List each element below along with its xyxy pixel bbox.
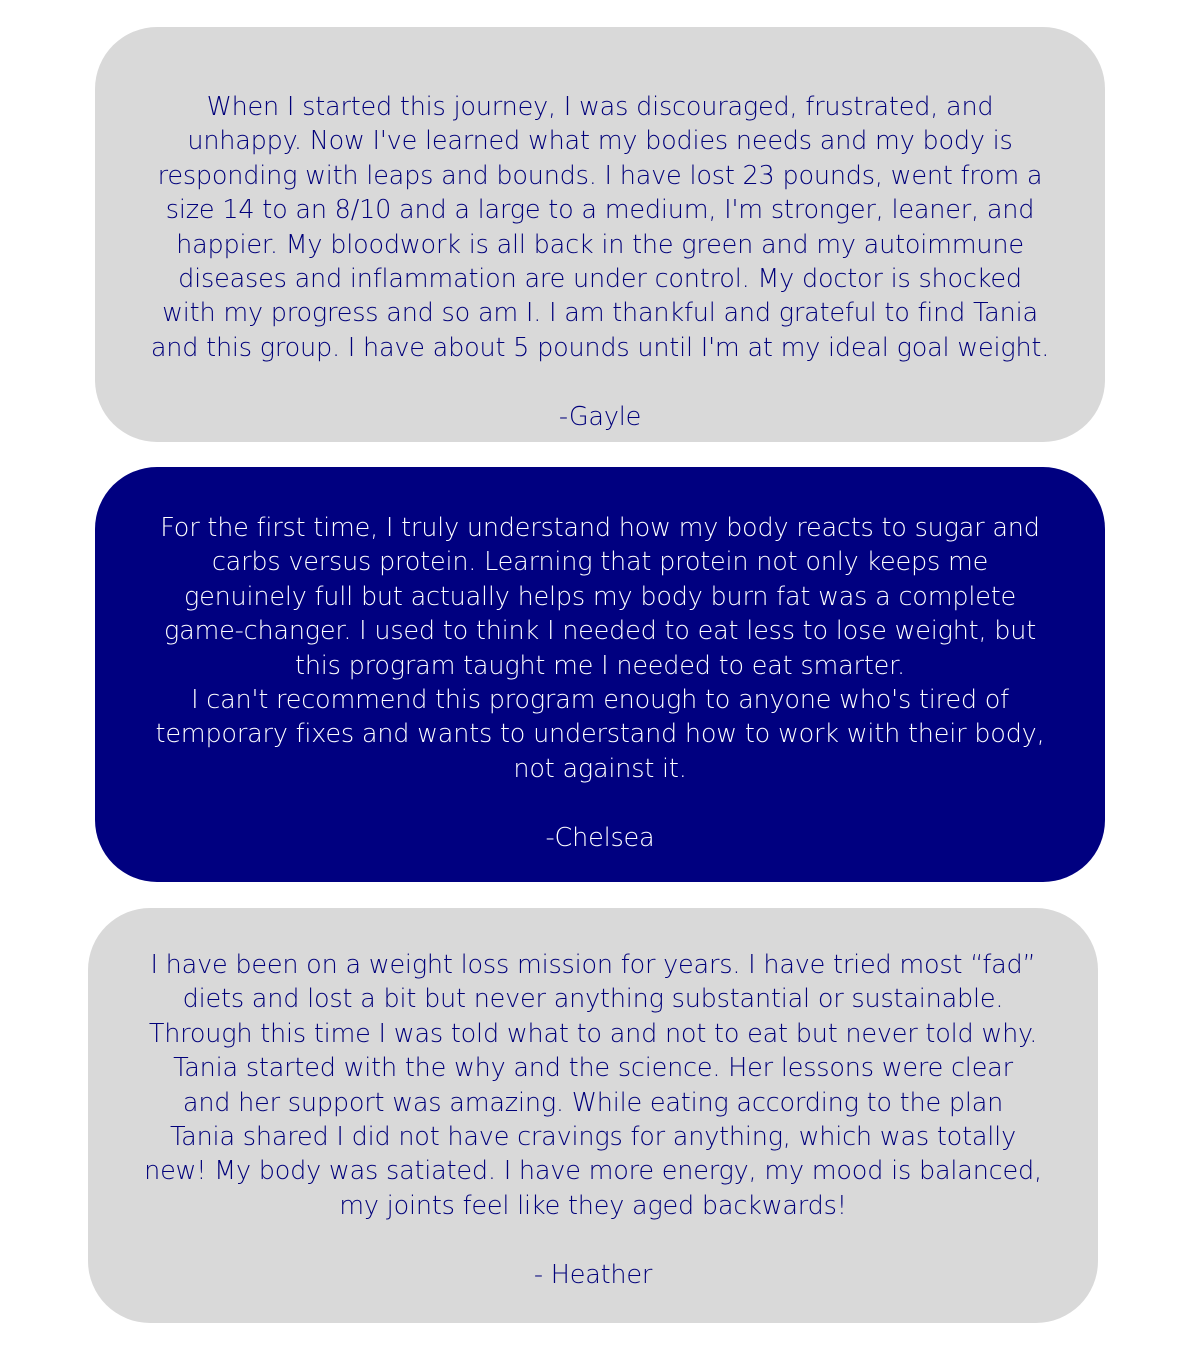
testimonial-text: When I started this journey, I was discouraged, frustrated, and unhappy. Now I've learned what my bodies needs and my body is responding with leaps and bounds. I have lost 23 pounds, went from a size 14 to an 8/10 and a large to a medium, I'm stronger, leaner, and happier. My bloodwork is all back in the green and my autoimmune diseases and inflammation are under control. My doctor is shocked with my progress and so am I. I am thankful and grateful to find Tania and this group. I have about 5 pounds until I'm at my ideal goal weight. <box>150 92 1050 363</box>
testimonial-text: For the first time, I truly understand how my body reacts to sugar and carbs versus protein. Learning that protein not only keeps me genuinely full but actually helps my body burn fat was a complete game-changer. I used to think I needed to eat less to lose weight, but this program taught me I needed to eat smarter. I can't recommend this program enough to anyone who's tired of temporary fixes and wants to understand how to work with their body, not against it. <box>155 513 1045 784</box>
testimonial-card-gayle <box>95 27 1105 442</box>
testimonial-card-heather <box>88 908 1098 1323</box>
testimonial-author: - Heather <box>533 1259 653 1290</box>
testimonial-text: I have been on a weight loss mission for years. I have tried most “fad” diets and lost a bit but never anything substantial or sustainable. Through this time I was told what to and not to eat but never told why. Tania started with the why and the science. Her lessons were clear and her support was amazing. While eating according to the plan Tania shared I did not have cravings for anything, which was totally new! My body was satiated. I have more energy, my mood is balanced, my joints feel like they aged backwards! <box>144 950 1042 1221</box>
testimonial-author: -Gayle <box>558 401 642 432</box>
testimonial-card-chelsea <box>95 467 1105 882</box>
testimonial-author: -Chelsea <box>545 822 655 853</box>
